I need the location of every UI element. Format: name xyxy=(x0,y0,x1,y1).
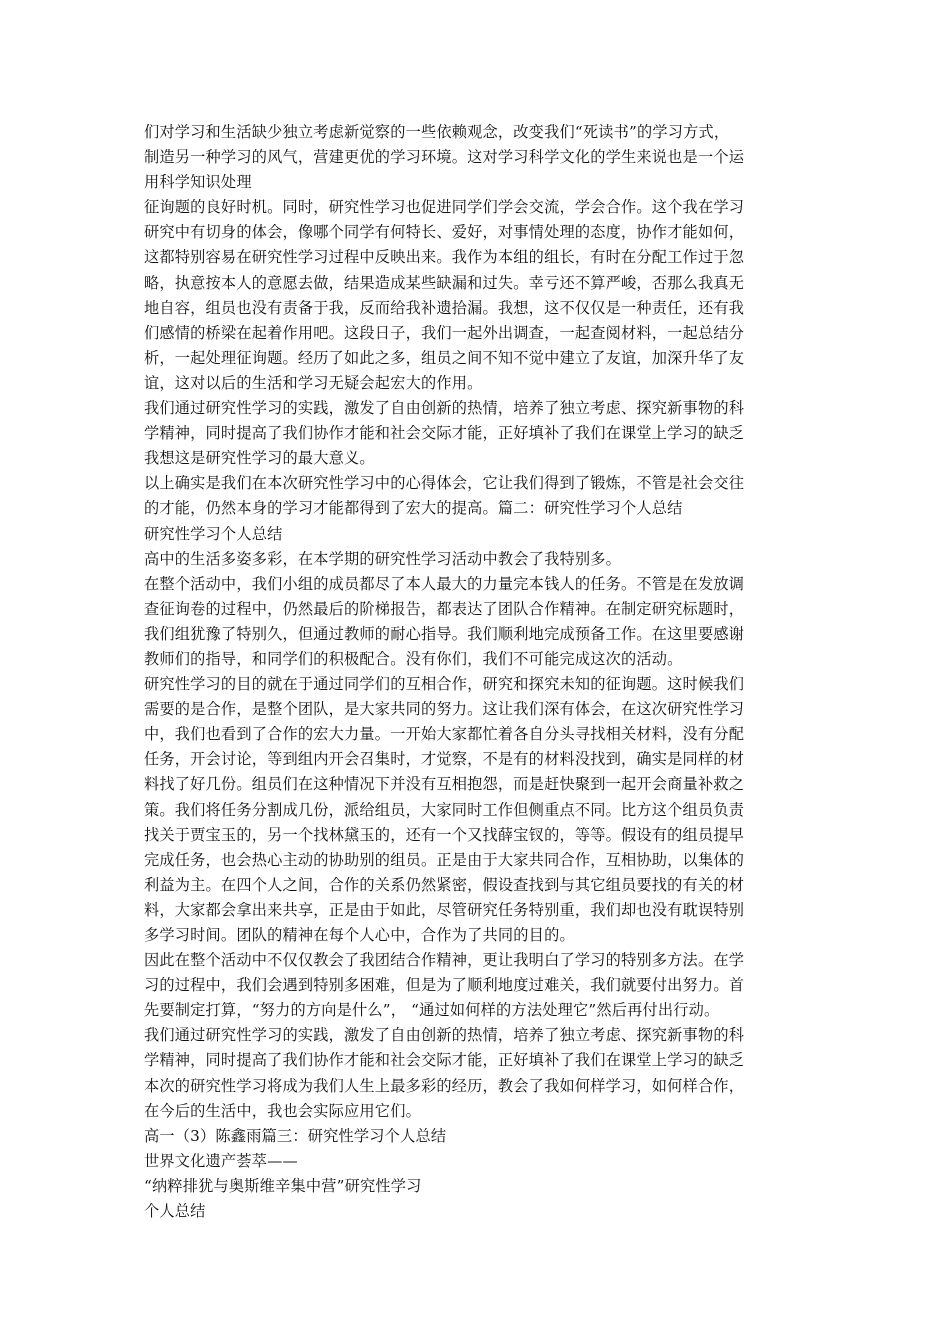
text-line: 利益为主。在四个人之间，合作的关系仍然紧密，假设查找到与其它组员要找的有关的材 xyxy=(144,875,745,894)
text-line: 多学习时间。团队的精神在每个人心中，合作为了共同的目的。 xyxy=(144,926,575,944)
text-line: 先要制定打算，“努力的方向是什么”， “通过如何样的方法处理它”然后再付出行动。 xyxy=(144,1001,720,1020)
text-line: 教师们的指导，和同学们的积极配合。没有你们，我们不可能完成这次的活动。 xyxy=(144,649,683,668)
text-line: 中，我们也看到了合作的宏大力量。一开始大家都忙着各自分头寻找相关材料，没有分配 xyxy=(144,725,745,744)
text-line: 找关于贾宝玉的，另一个找林黛玉的，还有一个又找薛宝钗的，等等。假设有的组员提早 xyxy=(144,825,745,844)
text-line: 我们通过研究性学习的实践，激发了自由创新的热情，培养了独立考虑、探究新事物的科 xyxy=(144,399,745,418)
section-heading: 世界文化遗产荟萃—— xyxy=(144,1151,298,1170)
text-line: 我想这是研究性学习的最大意义。 xyxy=(144,449,375,468)
text-line: 需要的是合作，是整个团队，是大家共同的努力。这让我们深有体会，在这次研究性学习 xyxy=(144,700,745,719)
section-heading: “纳粹排犹与奥斯维辛集中营”研究性学习 xyxy=(144,1176,422,1195)
text-line: 略，执意按本人的意愿去做，结果造成某些缺漏和过失。幸亏还不算严峻，否那么我真无 xyxy=(144,273,745,292)
text-line: 料，大家都会拿出来共享，正是由于如此，尽管研究任务特别重，我们却也没有耽误特别 xyxy=(144,900,745,919)
section-heading: 研究性学习个人总结 xyxy=(144,524,283,543)
document-body xyxy=(144,120,814,1224)
text-line: 研究性学习的目的就在于通过同学们的互相合作，研究和探究未知的征询题。这时候我们 xyxy=(144,675,745,694)
text-line: 析，一起处理征询题。经历了如此之多，组员之间不知不觉中建立了友谊，加深升华了友 xyxy=(144,348,745,367)
text-line: 这都特别容易在研究性学习过程中反映出来。我作为本组的组长，有时在分配工作过于忽 xyxy=(144,248,745,267)
text-line: 们感情的桥梁在起着作用吧。这段日子，我们一起外出调查，一起查阅材料，一起总结分 xyxy=(144,323,745,342)
text-line: 们对学习和生活缺少独立考虑新觉察的一些依赖观念，改变我们“死读书”的学习方式， xyxy=(144,123,730,141)
text-line: 以上确实是我们在本次研究性学习中的心得体会，它让我们得到了锻炼，不管是社会交往 xyxy=(144,474,745,493)
text-line: 我们通过研究性学习的实践，激发了自由创新的热情，培养了独立考虑、探究新事物的科 xyxy=(144,1026,745,1045)
text-line: 料找了好几份。组员们在这种情况下并没有互相抱怨，而是赶快聚到一起开会商量补救之 xyxy=(144,775,745,794)
text-line: 因此在整个活动中不仅仅教会了我团结合作精神，更让我明白了学习的特别多方法。在学 xyxy=(144,951,745,970)
text-line: 策。我们将任务分割成几份，派给组员，大家同时工作但侧重点不同。比方这个组员负责 xyxy=(144,800,745,819)
section-heading: 高一（3）陈鑫雨篇三：研究性学习个人总结 xyxy=(144,1126,447,1145)
text-line: 征询题的良好时机。同时，研究性学习也促进同学们学会交流，学会合作。这个我在学习 xyxy=(144,198,745,217)
text-line: 谊，这对以后的生活和学习无疑会起宏大的作用。 xyxy=(144,373,483,392)
text-line: 研究中有切身的体会，像哪个同学有何特长、爱好，对事情处理的态度，协作才能如何， xyxy=(144,223,745,242)
text-line: 高中的生活多姿多彩，在本学期的研究性学习活动中教会了我特别多。 xyxy=(144,549,622,568)
text-line: 的才能，仍然本身的学习才能都得到了宏大的提高。篇二：研究性学习个人总结 xyxy=(144,499,683,518)
text-line: 我们组犹豫了特别久，但通过教师的耐心指导。我们顺利地完成预备工作。在这里要感谢 xyxy=(144,624,745,643)
text-line: 完成任务，也会热心主动的协助别的组员。正是由于大家共同合作，互相协助，以集体的 xyxy=(144,850,745,869)
text-line: 学精神，同时提高了我们协作才能和社会交际才能，正好填补了我们在课堂上学习的缺乏 xyxy=(144,424,745,443)
text-line: 用科学知识处理 xyxy=(144,173,252,192)
section-heading: 个人总结 xyxy=(144,1202,206,1221)
text-line: 在今后的生活中，我也会实际应用它们。 xyxy=(144,1101,421,1120)
text-line: 查征询卷的过程中，仍然最后的阶梯报告，都表达了团队合作精神。在制定研究标题时， xyxy=(144,599,745,618)
text-line: 习的过程中，我们会遇到特别多困难，但是为了顺利地度过难关，我们就要付出努力。首 xyxy=(144,976,745,995)
text-line: 本次的研究性学习将成为我们人生上最多彩的经历，教会了我如何样学习，如何样合作， xyxy=(144,1076,745,1095)
text-line: 制造另一种学习的风气，营建更优的学习环境。这对学习科学文化的学生来说也是一个运 xyxy=(144,148,745,167)
text-line: 地自容，组员也没有责备于我，反而给我补遗拾漏。我想，这不仅仅是一种责任，还有我 xyxy=(144,298,745,317)
text-line: 在整个活动中，我们小组的成员都尽了本人最大的力量完本钱人的任务。不管是在发放调 xyxy=(144,574,745,593)
text-line: 学精神，同时提高了我们协作才能和社会交际才能，正好填补了我们在课堂上学习的缺乏 xyxy=(144,1051,745,1070)
text-line: 任务，开会讨论，等到组内开会召集时，才觉察，不是有的材料没找到，确实是同样的材 xyxy=(144,750,745,769)
